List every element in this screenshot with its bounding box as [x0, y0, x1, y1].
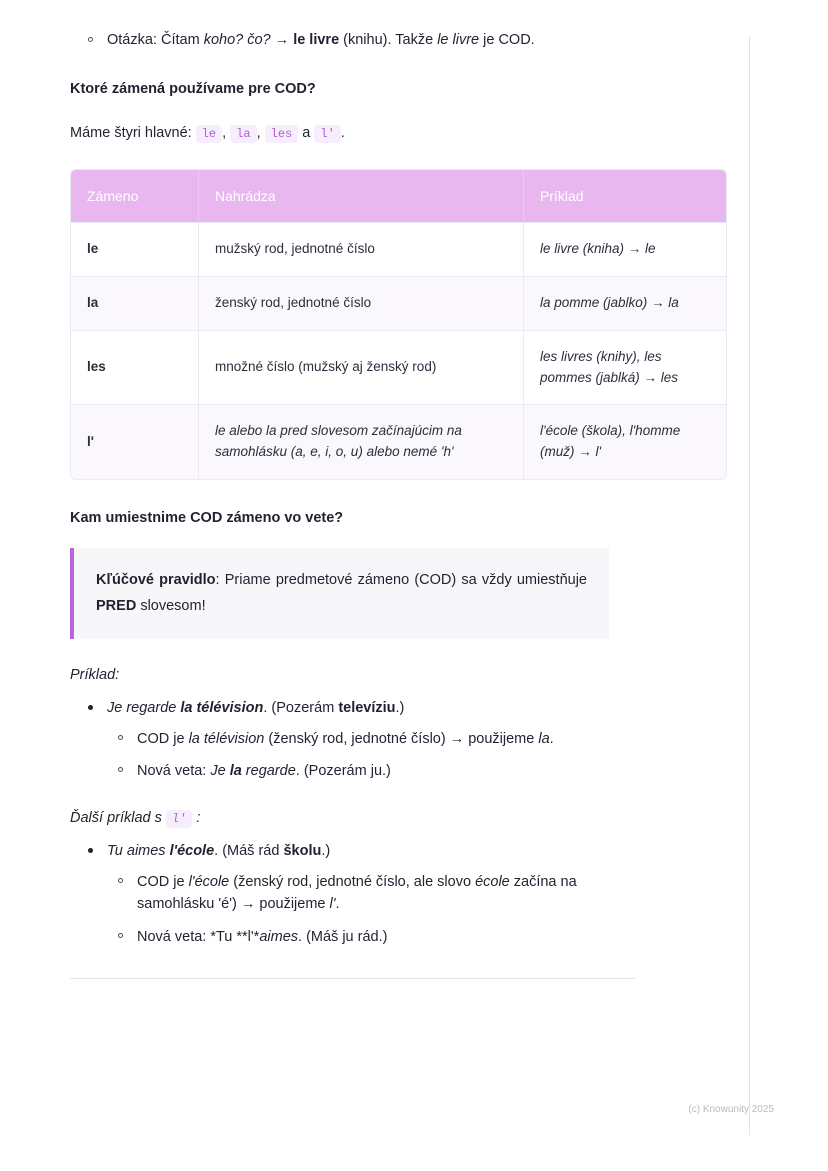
callout-label: Kľúčové pravidlo	[96, 572, 216, 589]
cell-replaces: ženský rod, jednotné číslo	[199, 276, 524, 330]
example-label: Príklad:	[70, 667, 120, 684]
hollow-bullet-icon	[88, 37, 93, 42]
cell-replaces: množné číslo (mužský aj ženský rod)	[199, 330, 524, 405]
list-item: COD je l'école (ženský rod, jednotné číslo, ale slovo école začína na samohlásku 'é') → použijeme l'.	[107, 871, 636, 916]
bottom-divider	[70, 978, 635, 979]
table-header-example: Príklad	[524, 170, 726, 222]
document-content	[70, 30, 681, 979]
example-list-2	[70, 840, 636, 948]
intro-paragraph: Máme štyri hlavné: le , la , les a l' .	[70, 125, 345, 142]
table-body	[71, 222, 726, 480]
table-row	[71, 404, 726, 479]
cell-example: l'école (škola), l'homme (muž) → l'	[524, 404, 726, 479]
hollow-bullet-icon	[118, 735, 123, 740]
page-right-rule	[749, 36, 750, 1135]
cell-pronoun: les	[71, 330, 199, 405]
copyright-footer: (c) Knowunity 2025	[688, 1104, 774, 1115]
heading-which-pronouns: Ktoré zámená používame pre COD?	[70, 81, 316, 98]
chip-la: la	[230, 125, 256, 143]
pronouns-table	[70, 169, 727, 481]
list-item: Nová veta: Je la regarde. (Pozerám ju.)	[107, 760, 636, 782]
list-item: Je regarde la télévision. (Pozerám televíziu.) COD je la télévision (ženský rod, jednotné číslo) → použijeme la. Nová veta: Je la regarde. (Pozerám ju.)	[70, 697, 636, 782]
example2-sentence: Tu aimes l'école	[107, 843, 215, 860]
cell-replaces: le alebo la pred slovesom začínajúcim na samohlásku (a, e, i, o, u) alebo nemé 'h'	[199, 404, 524, 479]
chip-les: les	[265, 125, 299, 143]
table-header-row	[71, 170, 726, 222]
callout-emphasis: PRED	[96, 597, 137, 614]
table-row	[71, 330, 726, 405]
heading-where-place: Kam umiestnime COD zámeno vo vete?	[70, 510, 344, 527]
callout-text-1: : Priame predmetové zámeno (COD) sa vždy umiestňuje	[215, 572, 587, 589]
bullet-icon	[88, 848, 93, 853]
list-item: COD je la télévision (ženský rod, jednotné číslo) → použijeme la.	[107, 728, 636, 750]
key-rule-callout	[70, 548, 609, 639]
bullet-icon	[88, 705, 93, 710]
hollow-bullet-icon	[118, 878, 123, 883]
example1-sub-list	[107, 728, 636, 783]
cell-example: les livres (knihy), les pommes (jablká) → les	[524, 330, 726, 405]
top-list-item	[70, 30, 636, 51]
chip-lapostrophe-2: l'	[166, 810, 192, 828]
callout-text-2: slovesom!	[136, 597, 206, 614]
cell-example: le livre (kniha) → le	[524, 222, 726, 276]
top-list-item-text: Otázka: Čítam koho? čo? → le livre (knihu). Takže le livre je COD.	[107, 32, 535, 48]
example1-sentence: Je regarde la télévision	[107, 700, 264, 717]
cell-pronoun: la	[71, 276, 199, 330]
cell-pronoun: le	[71, 222, 199, 276]
hollow-bullet-icon	[118, 767, 123, 772]
example-list-1	[70, 697, 636, 782]
hollow-bullet-icon	[118, 933, 123, 938]
table-row	[71, 276, 726, 330]
chip-le: le	[196, 125, 222, 143]
cell-example: la pomme (jablko) → la	[524, 276, 726, 330]
table-header-pronoun: Zámeno	[71, 170, 199, 222]
cell-replaces: mužský rod, jednotné číslo	[199, 222, 524, 276]
list-item: Nová veta: *Tu **l'*aimes. (Máš ju rád.)	[107, 926, 636, 948]
table-header-replaces: Nahrádza	[199, 170, 524, 222]
table-row	[71, 222, 726, 276]
second-example-label: Ďalší príklad s l' :	[70, 810, 201, 827]
cell-pronoun: l'	[71, 404, 199, 479]
table-head	[71, 170, 726, 222]
example2-sub-list	[107, 871, 636, 948]
list-item: Tu aimes l'école. (Máš rád školu.) COD je l'école (ženský rod, jednotné číslo, ale slovo école začína na samohlásku 'é') → použijeme l'. Nová veta: *Tu **l'*aimes. (Máš ju rád.)	[70, 840, 636, 948]
chip-lapostrophe: l'	[314, 125, 340, 143]
